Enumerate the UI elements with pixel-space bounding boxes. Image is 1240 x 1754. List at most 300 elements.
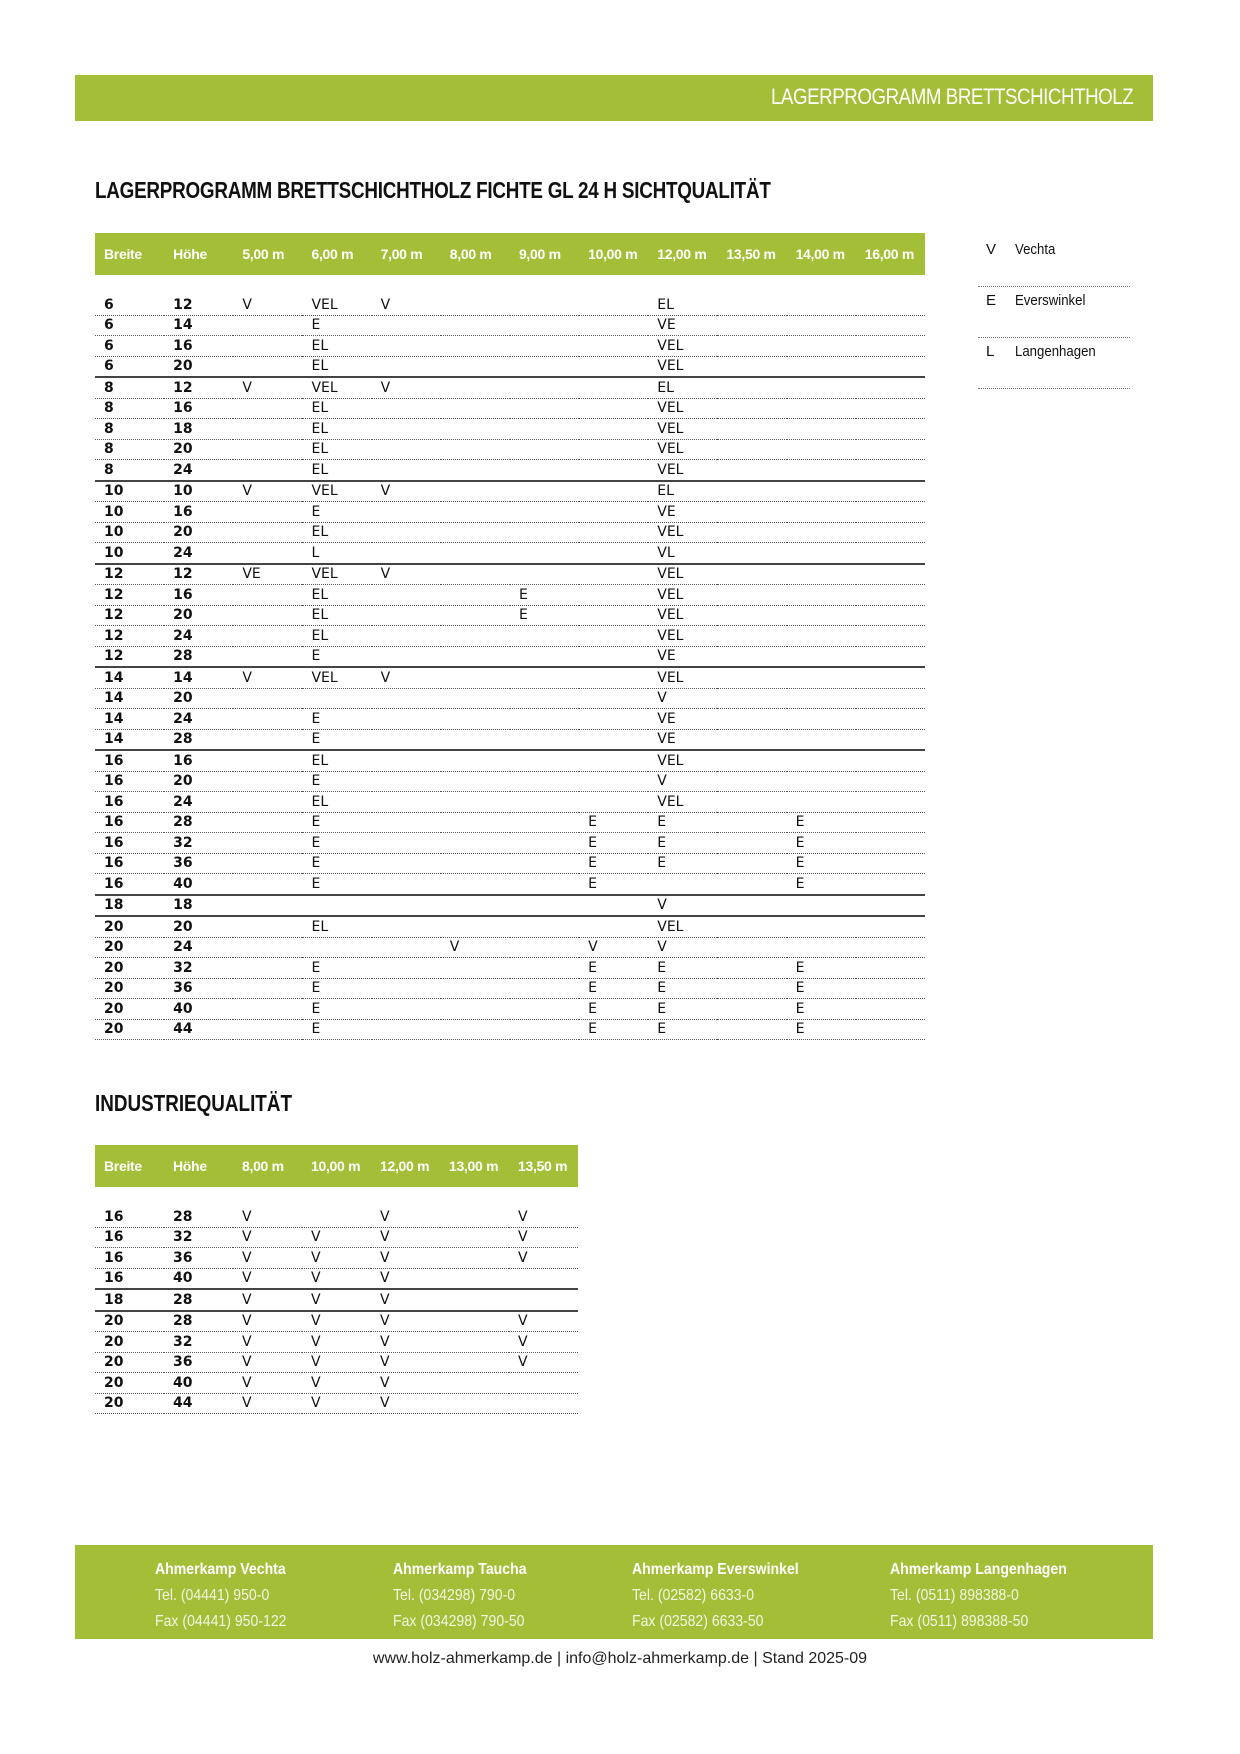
availability-cell: E — [302, 709, 371, 730]
table-row — [95, 937, 925, 958]
availability-cell — [372, 1019, 441, 1040]
availability-cell — [856, 771, 925, 792]
legend-code: E — [986, 292, 997, 309]
availability-cell: V — [302, 1393, 371, 1414]
location-fax: Fax (034298) 790-50 — [393, 1613, 525, 1630]
column-header: 13,00 m — [440, 1145, 509, 1187]
availability-cell: V — [233, 1227, 302, 1248]
availability-cell — [856, 812, 925, 833]
availability-cell — [510, 853, 579, 874]
height-cell: 16 — [164, 336, 233, 357]
availability-cell — [579, 750, 648, 771]
availability-cell — [372, 646, 441, 667]
availability-cell: V — [302, 1311, 371, 1332]
width-cell: 16 — [95, 853, 164, 874]
table-row — [95, 1268, 578, 1289]
availability-cell — [717, 398, 786, 419]
availability-cell: VEL — [648, 439, 717, 460]
availability-cell — [856, 481, 925, 502]
height-cell: 18 — [164, 895, 233, 917]
availability-cell — [510, 833, 579, 854]
availability-cell — [233, 958, 302, 979]
table-header-row — [95, 233, 925, 275]
column-header: 10,00 m — [302, 1145, 371, 1187]
availability-cell — [717, 295, 786, 315]
availability-cell: V — [302, 1352, 371, 1373]
availability-cell — [717, 502, 786, 523]
availability-cell: E — [302, 874, 371, 895]
availability-cell: VEL — [302, 377, 371, 398]
availability-cell: E — [648, 1019, 717, 1040]
availability-cell — [441, 999, 510, 1020]
table-row — [95, 978, 925, 999]
availability-cell — [579, 502, 648, 523]
availability-cell — [509, 1393, 578, 1414]
location-legend — [978, 236, 1130, 389]
availability-cell — [579, 564, 648, 585]
availability-cell — [787, 315, 856, 336]
availability-cell — [579, 709, 648, 730]
availability-cell — [233, 626, 302, 647]
availability-cell — [510, 999, 579, 1020]
column-header: 9,00 m — [510, 233, 579, 275]
availability-cell: EL — [302, 626, 371, 647]
availability-cell — [648, 874, 717, 895]
availability-cell — [717, 709, 786, 730]
availability-cell: E — [510, 585, 579, 606]
availability-cell — [579, 460, 648, 481]
availability-cell — [233, 605, 302, 626]
column-header: Breite — [95, 233, 164, 275]
width-cell: 20 — [95, 1019, 164, 1040]
availability-cell: V — [371, 1373, 440, 1394]
height-cell: 32 — [164, 958, 233, 979]
availability-cell — [579, 585, 648, 606]
height-cell: 16 — [164, 585, 233, 606]
width-cell: 20 — [95, 1352, 164, 1373]
width-cell: 12 — [95, 646, 164, 667]
availability-cell — [787, 295, 856, 315]
height-cell: 14 — [164, 315, 233, 336]
availability-cell — [856, 626, 925, 647]
availability-cell — [233, 1019, 302, 1040]
availability-cell: E — [302, 833, 371, 854]
availability-cell — [579, 605, 648, 626]
availability-cell: V — [371, 1393, 440, 1414]
width-cell: 20 — [95, 1311, 164, 1332]
availability-cell — [233, 356, 302, 377]
availability-cell: V — [579, 937, 648, 958]
availability-cell — [372, 895, 441, 917]
availability-cell — [233, 543, 302, 564]
height-cell: 28 — [164, 1289, 233, 1311]
availability-cell: VE — [648, 502, 717, 523]
availability-cell — [787, 460, 856, 481]
availability-cell — [579, 398, 648, 419]
height-cell: 16 — [164, 502, 233, 523]
availability-cell — [787, 377, 856, 398]
footer-location-langenhagen — [890, 1557, 1091, 1635]
availability-cell — [440, 1289, 509, 1311]
table-row — [95, 295, 925, 315]
availability-cell — [717, 812, 786, 833]
availability-cell — [717, 999, 786, 1020]
availability-cell: EL — [302, 585, 371, 606]
width-cell: 6 — [95, 336, 164, 357]
availability-cell — [510, 439, 579, 460]
availability-cell: VEL — [648, 605, 717, 626]
table-row — [95, 1248, 578, 1269]
table-row — [95, 1393, 578, 1414]
availability-cell: VEL — [648, 564, 717, 585]
availability-cell — [717, 419, 786, 440]
availability-cell — [441, 336, 510, 357]
legend-name: Everswinkel — [1015, 292, 1086, 309]
availability-cell — [510, 978, 579, 999]
width-cell: 14 — [95, 688, 164, 709]
availability-cell: L — [302, 543, 371, 564]
availability-cell — [510, 709, 579, 730]
availability-cell — [579, 771, 648, 792]
availability-cell — [579, 895, 648, 917]
availability-cell — [579, 522, 648, 543]
availability-cell — [233, 522, 302, 543]
availability-cell: VEL — [302, 295, 371, 315]
availability-cell — [856, 916, 925, 937]
availability-cell — [233, 709, 302, 730]
table-row — [95, 439, 925, 460]
availability-cell: E — [579, 958, 648, 979]
width-cell: 12 — [95, 626, 164, 647]
location-fax: Fax (0511) 898388-50 — [890, 1613, 1029, 1630]
availability-cell — [579, 336, 648, 357]
availability-cell — [717, 853, 786, 874]
availability-cell: V — [509, 1207, 578, 1227]
availability-cell: E — [302, 999, 371, 1020]
availability-cell — [856, 377, 925, 398]
availability-cell: V — [302, 1227, 371, 1248]
availability-cell: VEL — [302, 481, 371, 502]
width-cell: 10 — [95, 522, 164, 543]
availability-cell: E — [648, 812, 717, 833]
availability-cell: E — [510, 605, 579, 626]
availability-cell — [372, 543, 441, 564]
footer-location-vechta — [155, 1557, 304, 1635]
availability-cell — [579, 543, 648, 564]
availability-cell — [856, 750, 925, 771]
availability-cell — [787, 771, 856, 792]
availability-cell — [787, 646, 856, 667]
availability-cell — [717, 543, 786, 564]
legend-name: Langenhagen — [1015, 343, 1096, 360]
availability-cell — [510, 937, 579, 958]
availability-cell — [440, 1207, 509, 1227]
availability-cell — [233, 853, 302, 874]
availability-cell: VEL — [648, 792, 717, 813]
height-cell: 40 — [164, 999, 233, 1020]
table-row — [95, 667, 925, 688]
availability-cell — [717, 958, 786, 979]
availability-cell — [579, 626, 648, 647]
height-cell: 18 — [164, 419, 233, 440]
availability-cell — [441, 812, 510, 833]
availability-cell — [510, 874, 579, 895]
location-name: Ahmerkamp Langenhagen — [890, 1561, 1067, 1578]
location-tel: Tel. (0511) 898388-0 — [890, 1587, 1019, 1604]
column-header: 8,00 m — [233, 1145, 302, 1187]
availability-cell — [441, 792, 510, 813]
location-name: Ahmerkamp Taucha — [393, 1561, 527, 1578]
availability-cell — [233, 771, 302, 792]
availability-cell: V — [648, 937, 717, 958]
availability-cell: EL — [302, 792, 371, 813]
availability-cell: E — [579, 874, 648, 895]
availability-cell: E — [787, 812, 856, 833]
availability-cell — [441, 895, 510, 917]
height-cell: 40 — [164, 874, 233, 895]
availability-cell — [856, 605, 925, 626]
availability-cell — [510, 750, 579, 771]
availability-cell — [509, 1373, 578, 1394]
availability-cell — [510, 812, 579, 833]
availability-cell: EL — [302, 356, 371, 377]
availability-cell: E — [579, 853, 648, 874]
availability-cell — [440, 1332, 509, 1353]
availability-cell — [510, 916, 579, 937]
availability-cell: V — [509, 1227, 578, 1248]
availability-cell: EL — [302, 460, 371, 481]
table-row — [95, 688, 925, 709]
table-row — [95, 460, 925, 481]
availability-cell — [441, 585, 510, 606]
table-row — [95, 646, 925, 667]
availability-cell — [510, 460, 579, 481]
availability-cell — [856, 958, 925, 979]
availability-cell — [579, 916, 648, 937]
availability-cell — [856, 522, 925, 543]
availability-cell: V — [371, 1227, 440, 1248]
availability-cell: VEL — [648, 419, 717, 440]
availability-cell: VEL — [302, 667, 371, 688]
availability-cell — [441, 356, 510, 377]
contact-line: www.holz-ahmerkamp.de | info@holz-ahmerkamp.de | Stand 2025-09 — [372, 1650, 868, 1667]
width-cell: 6 — [95, 356, 164, 377]
availability-cell — [856, 646, 925, 667]
availability-cell: V — [441, 937, 510, 958]
availability-cell: V — [371, 1207, 440, 1227]
table-row — [95, 771, 925, 792]
availability-cell: V — [648, 895, 717, 917]
table-row — [95, 1352, 578, 1373]
legend-item — [978, 338, 1130, 389]
availability-cell — [717, 729, 786, 750]
table-row — [95, 1289, 578, 1311]
availability-cell — [233, 460, 302, 481]
availability-cell — [441, 916, 510, 937]
width-cell: 14 — [95, 667, 164, 688]
availability-cell — [856, 792, 925, 813]
footer-bar — [75, 1545, 1153, 1639]
availability-cell: E — [787, 958, 856, 979]
availability-cell — [579, 377, 648, 398]
table-row — [95, 1207, 578, 1227]
availability-cell: V — [648, 771, 717, 792]
table-row — [95, 522, 925, 543]
availability-cell — [372, 833, 441, 854]
height-cell: 12 — [164, 564, 233, 585]
availability-cell — [233, 916, 302, 937]
height-cell: 32 — [164, 1332, 233, 1353]
availability-cell — [717, 564, 786, 585]
availability-cell: EL — [302, 439, 371, 460]
table-row — [95, 812, 925, 833]
table-row — [95, 605, 925, 626]
availability-cell — [856, 667, 925, 688]
availability-cell — [372, 958, 441, 979]
availability-cell — [579, 315, 648, 336]
availability-cell — [856, 895, 925, 917]
table-row — [95, 1332, 578, 1353]
availability-cell — [372, 729, 441, 750]
availability-cell — [509, 1289, 578, 1311]
column-header: 13,50 m — [509, 1145, 578, 1187]
availability-cell: EL — [648, 295, 717, 315]
availability-cell — [372, 356, 441, 377]
width-cell: 10 — [95, 543, 164, 564]
availability-cell: V — [302, 1268, 371, 1289]
availability-cell — [233, 792, 302, 813]
availability-cell: VE — [648, 709, 717, 730]
legend-name: Vechta — [1015, 241, 1056, 258]
width-cell: 20 — [95, 999, 164, 1020]
availability-cell: VEL — [648, 522, 717, 543]
availability-cell: V — [233, 1268, 302, 1289]
availability-cell — [510, 522, 579, 543]
availability-cell — [440, 1227, 509, 1248]
availability-cell — [717, 667, 786, 688]
width-cell: 16 — [95, 1207, 164, 1227]
width-cell: 8 — [95, 439, 164, 460]
width-cell: 16 — [95, 750, 164, 771]
availability-cell: EL — [302, 916, 371, 937]
table-row — [95, 481, 925, 502]
height-cell: 14 — [164, 667, 233, 688]
availability-cell — [510, 295, 579, 315]
availability-cell — [579, 356, 648, 377]
availability-cell: V — [233, 1332, 302, 1353]
availability-cell — [510, 771, 579, 792]
availability-cell — [787, 543, 856, 564]
availability-cell: VEL — [648, 460, 717, 481]
height-cell: 44 — [164, 1393, 233, 1414]
availability-cell: E — [787, 1019, 856, 1040]
column-header: 6,00 m — [302, 233, 371, 275]
availability-cell — [441, 605, 510, 626]
height-cell: 44 — [164, 1019, 233, 1040]
availability-cell — [579, 729, 648, 750]
availability-cell: VEL — [648, 356, 717, 377]
availability-cell — [302, 895, 371, 917]
availability-cell — [372, 771, 441, 792]
availability-cell — [440, 1352, 509, 1373]
availability-cell — [372, 688, 441, 709]
height-cell: 24 — [164, 937, 233, 958]
height-cell: 28 — [164, 646, 233, 667]
availability-cell — [441, 646, 510, 667]
width-cell: 14 — [95, 709, 164, 730]
availability-cell: V — [233, 295, 302, 315]
availability-cell — [717, 771, 786, 792]
availability-cell — [441, 729, 510, 750]
availability-cell — [717, 833, 786, 854]
availability-cell — [717, 978, 786, 999]
availability-cell — [579, 688, 648, 709]
width-cell: 20 — [95, 937, 164, 958]
availability-cell — [787, 605, 856, 626]
height-cell: 28 — [164, 1207, 233, 1227]
availability-cell — [233, 585, 302, 606]
height-cell: 32 — [164, 833, 233, 854]
availability-cell — [372, 522, 441, 543]
availability-cell — [579, 792, 648, 813]
column-header: 16,00 m — [856, 233, 925, 275]
availability-cell — [372, 336, 441, 357]
availability-cell — [579, 419, 648, 440]
availability-cell — [233, 833, 302, 854]
table-row — [95, 729, 925, 750]
height-cell: 20 — [164, 916, 233, 937]
availability-cell — [579, 667, 648, 688]
width-cell: 16 — [95, 1248, 164, 1269]
availability-cell — [441, 439, 510, 460]
availability-cell — [510, 356, 579, 377]
width-cell: 8 — [95, 419, 164, 440]
availability-cell — [372, 585, 441, 606]
availability-cell: V — [371, 1268, 440, 1289]
column-header: 8,00 m — [441, 233, 510, 275]
availability-cell — [717, 626, 786, 647]
availability-cell — [717, 356, 786, 377]
availability-cell — [787, 419, 856, 440]
table-row — [95, 1019, 925, 1040]
legend-item — [978, 236, 1130, 287]
availability-cell — [510, 543, 579, 564]
availability-cell — [441, 688, 510, 709]
availability-cell — [441, 315, 510, 336]
availability-cell — [717, 895, 786, 917]
availability-cell: E — [579, 999, 648, 1020]
availability-cell: V — [302, 1373, 371, 1394]
width-cell: 20 — [95, 1373, 164, 1394]
availability-cell — [717, 481, 786, 502]
availability-cell: V — [233, 1352, 302, 1373]
availability-cell: E — [648, 958, 717, 979]
availability-cell: V — [302, 1289, 371, 1311]
availability-cell: EL — [648, 481, 717, 502]
width-cell: 18 — [95, 895, 164, 917]
availability-cell — [510, 481, 579, 502]
location-name: Ahmerkamp Vechta — [155, 1561, 286, 1578]
availability-cell — [717, 1019, 786, 1040]
availability-cell — [717, 315, 786, 336]
spacer-cell — [95, 275, 925, 295]
location-tel: Tel. (02582) 6633-0 — [632, 1587, 755, 1604]
availability-cell — [510, 502, 579, 523]
width-cell: 8 — [95, 460, 164, 481]
availability-cell — [233, 812, 302, 833]
availability-cell: EL — [302, 336, 371, 357]
availability-cell: E — [302, 771, 371, 792]
